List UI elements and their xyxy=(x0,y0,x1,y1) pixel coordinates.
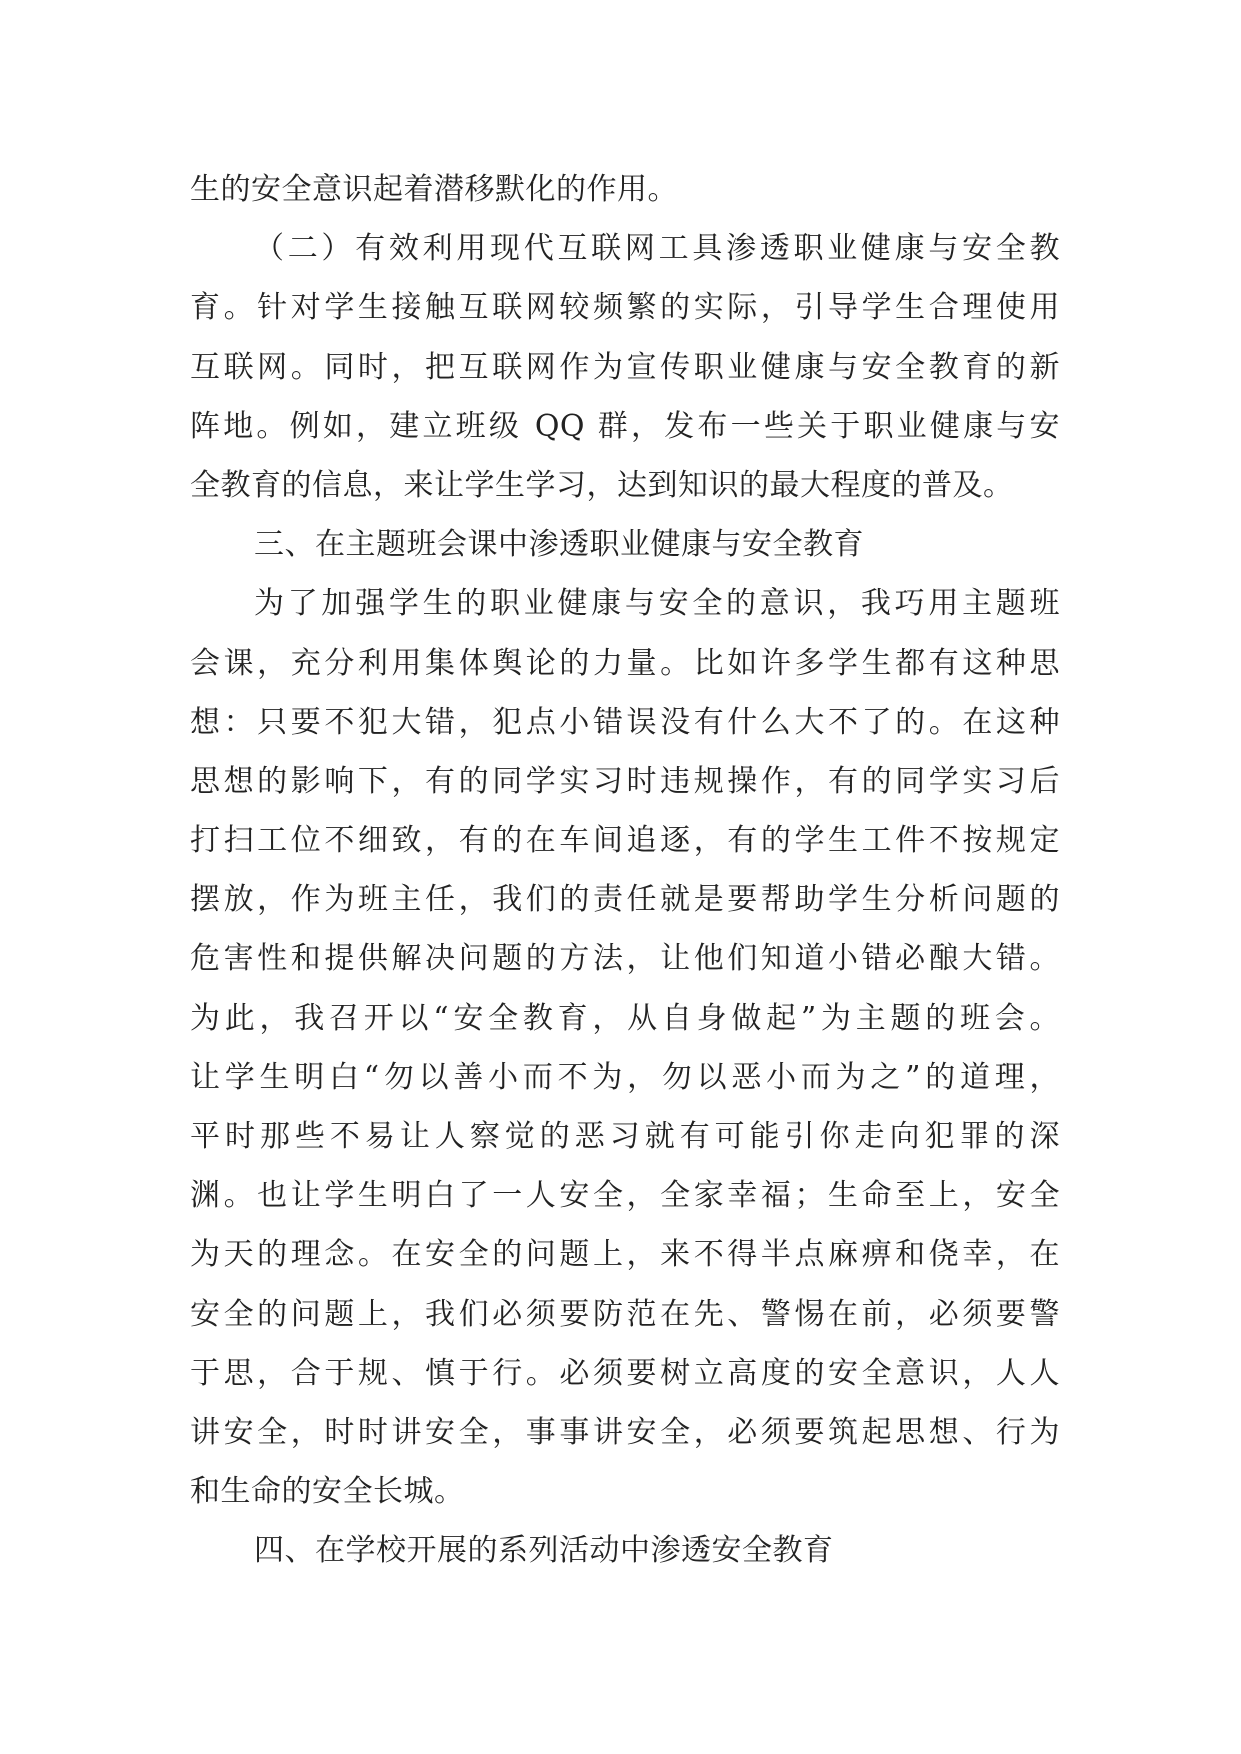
text-line: 为此，我召开以“安全教育，从自身做起”为主题的班会。 xyxy=(190,1000,1060,1036)
text-line: 安全的问题上，我们必须要防范在先、警惕在前，必须要警 xyxy=(190,1296,1060,1332)
text-line: 三、在主题班会课中渗透职业健康与安全教育 xyxy=(254,527,864,563)
text-line: 危害性和提供解决问题的方法，让他们知道小错必酿大错。 xyxy=(190,941,1060,977)
text-line: 讲安全，时时讲安全，事事讲安全，必须要筑起思想、行为 xyxy=(190,1414,1060,1450)
text-line: （二）有效利用现代互联网工具渗透职业健康与安全教 xyxy=(254,231,1060,267)
text-line: 打扫工位不细致，有的在车间追逐，有的学生工件不按规定 xyxy=(190,823,1060,859)
text-line: 全教育的信息，来让学生学习，达到知识的最大程度的普及。 xyxy=(190,467,1014,503)
text-line: 于思，合于规、慎于行。必须要树立高度的安全意识，人人 xyxy=(190,1355,1060,1391)
text-line: 想：只要不犯大错，犯点小错误没有什么大不了的。在这种 xyxy=(190,704,1060,740)
text-line: 生的安全意识起着潜移默化的作用。 xyxy=(190,172,678,207)
text-line: 会课，充分利用集体舆论的力量。比如许多学生都有这种思 xyxy=(190,645,1060,681)
text-line: 渊。也让学生明白了一人安全，全家幸福；生命至上，安全 xyxy=(190,1178,1060,1214)
text-line: 和生命的安全长城。 xyxy=(190,1474,465,1510)
paragraph-internet-tools xyxy=(190,219,1060,515)
document-body xyxy=(190,160,1060,1581)
paragraph-continuation xyxy=(190,160,1060,219)
text-line: 为天的理念。在安全的问题上，来不得半点麻痹和侥幸，在 xyxy=(190,1237,1060,1273)
paragraph-class-meeting xyxy=(190,574,1060,1521)
paragraph-heading-four xyxy=(190,1521,1060,1580)
text-line: 让学生明白“勿以善小而不为，勿以恶小而为之”的道理， xyxy=(190,1059,1060,1095)
text-line: 平时那些不易让人察觉的恶习就有可能引你走向犯罪的深 xyxy=(190,1119,1060,1154)
paragraph-heading-three xyxy=(190,515,1060,574)
text-line: 育。针对学生接触互联网较频繁的实际，引导学生合理使用 xyxy=(190,290,1060,326)
text-line: 阵地。例如，建立班级 QQ 群，发布一些关于职业健康与安 xyxy=(190,408,1060,444)
text-line: 思想的影响下，有的同学实习时违规操作，有的同学实习后 xyxy=(190,763,1060,799)
text-line: 互联网。同时，把互联网作为宣传职业健康与安全教育的新 xyxy=(190,349,1060,385)
text-line: 摆放，作为班主任，我们的责任就是要帮助学生分析问题的 xyxy=(190,882,1060,918)
text-line: 四、在学校开展的系列活动中渗透安全教育 xyxy=(254,1533,834,1569)
text-line: 为了加强学生的职业健康与安全的意识，我巧用主题班 xyxy=(254,586,1060,622)
